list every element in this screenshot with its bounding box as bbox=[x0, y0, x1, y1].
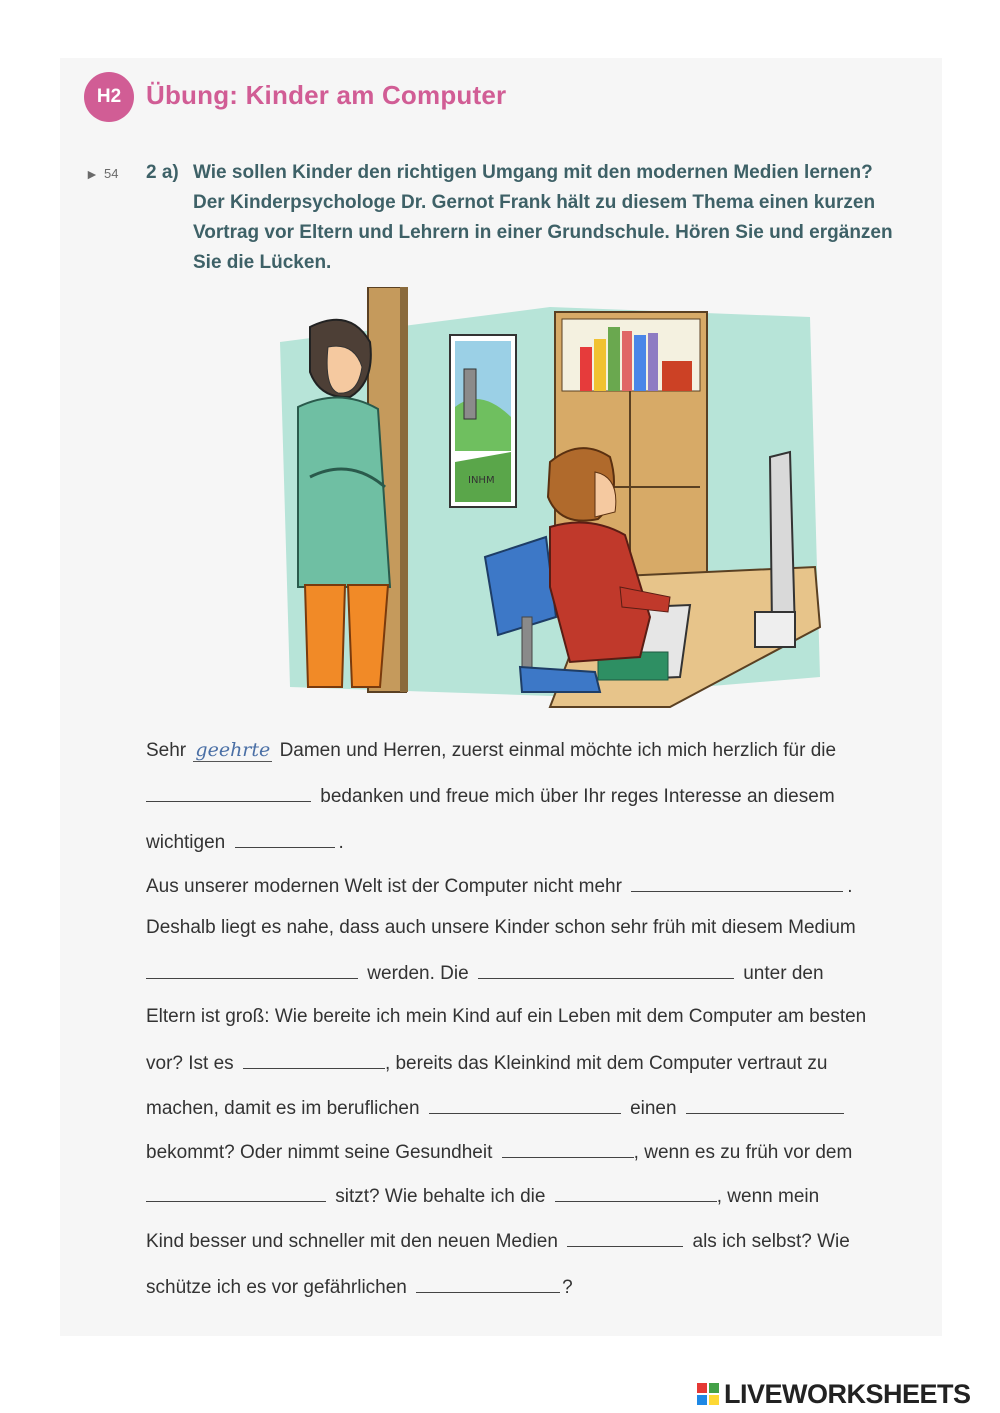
answer-blank[interactable] bbox=[631, 872, 843, 892]
text-segment: vor? Ist es bbox=[146, 1053, 234, 1074]
answer-blank[interactable] bbox=[555, 1182, 717, 1202]
answer-blank[interactable] bbox=[146, 1182, 326, 1202]
text-segment: , wenn es zu früh vor dem bbox=[633, 1142, 853, 1163]
audio-play-icon[interactable]: ► bbox=[85, 166, 99, 182]
text-line-13 bbox=[146, 1273, 573, 1299]
answer-blank[interactable] bbox=[429, 1094, 621, 1114]
castle-poster-icon bbox=[450, 335, 516, 507]
text-line-1 bbox=[146, 737, 836, 763]
text-line-4 bbox=[146, 872, 852, 898]
text-segment: Damen und Herren, zuerst einmal möchte ich mich herzlich für die bbox=[279, 740, 837, 761]
answer-blank[interactable] bbox=[235, 828, 335, 848]
task-instruction-line-4: Sie die Lücken. bbox=[193, 252, 332, 273]
text-segment: . bbox=[338, 832, 344, 853]
text-segment: wichtigen bbox=[146, 832, 226, 853]
answer-blank[interactable] bbox=[243, 1049, 385, 1069]
text-line-3 bbox=[146, 828, 344, 854]
answer-blank[interactable] bbox=[146, 782, 311, 802]
answer-blank[interactable] bbox=[502, 1138, 634, 1158]
logo-grid-icon bbox=[697, 1383, 719, 1405]
text-segment: Eltern ist groß: Wie bereite ich mein Kind auf ein Leben mit dem Computer am besten bbox=[146, 1006, 867, 1027]
text-segment: sitzt? Wie behalte ich die bbox=[335, 1186, 546, 1207]
filled-answer[interactable]: geehrte bbox=[195, 739, 271, 761]
text-line-2 bbox=[146, 782, 835, 808]
audio-track-number: 54 bbox=[104, 166, 119, 181]
text-segment: Sehr bbox=[146, 740, 187, 761]
text-segment: bekommt? Oder nimmt seine Gesundheit bbox=[146, 1142, 493, 1163]
text-line-11 bbox=[146, 1182, 819, 1208]
answer-blank[interactable] bbox=[567, 1227, 683, 1247]
text-line-5 bbox=[146, 915, 856, 941]
text-segment: Deshalb liegt es nahe, dass auch unsere Kinder schon sehr früh mit diesem Medium bbox=[146, 917, 856, 938]
text-line-7 bbox=[146, 1004, 866, 1030]
text-segment: unter den bbox=[743, 963, 824, 984]
answer-blank[interactable] bbox=[478, 959, 734, 979]
text-segment: , bereits das Kleinkind mit dem Computer vertraut zu bbox=[384, 1053, 828, 1074]
text-segment: bedanken und freue mich über Ihr reges Interesse an diesem bbox=[320, 786, 835, 807]
text-segment: als ich selbst? Wie bbox=[692, 1231, 850, 1252]
text-segment: Kind besser und schneller mit den neuen Medien bbox=[146, 1231, 558, 1252]
text-line-12 bbox=[146, 1227, 850, 1253]
liveworksheets-logo[interactable] bbox=[697, 1378, 971, 1410]
text-segment: ? bbox=[562, 1277, 573, 1298]
answer-blank[interactable] bbox=[686, 1094, 844, 1114]
task-instruction-line-2: Der Kinderpsychologe Dr. Gernot Frank hält zu diesem Thema einen kurzen bbox=[193, 192, 876, 213]
task-instruction-line-1: Wie sollen Kinder den richtigen Umgang mit den modernen Medien lernen? bbox=[193, 162, 873, 183]
text-segment: . bbox=[847, 876, 853, 897]
task-number: 2 a) bbox=[146, 162, 179, 183]
text-segment: , wenn mein bbox=[716, 1186, 820, 1207]
poster-text: INHM bbox=[468, 475, 495, 486]
page-title: Übung: Kinder am Computer bbox=[146, 80, 507, 110]
text-segment: machen, damit es im beruflichen bbox=[146, 1098, 420, 1119]
answer-blank[interactable] bbox=[146, 959, 358, 979]
text-segment: einen bbox=[630, 1098, 677, 1119]
text-segment: Aus unserer modernen Welt ist der Computer nicht mehr bbox=[146, 876, 622, 897]
text-line-8 bbox=[146, 1049, 827, 1075]
section-badge: H2 bbox=[84, 72, 134, 122]
logo-text: LIVEWORKSHEETS bbox=[724, 1378, 971, 1409]
text-segment: schütze ich es vor gefährlichen bbox=[146, 1277, 407, 1298]
text-segment: werden. Die bbox=[367, 963, 469, 984]
mother-child-computer-illustration bbox=[250, 287, 825, 712]
text-line-10 bbox=[146, 1138, 852, 1164]
answer-blank[interactable] bbox=[416, 1273, 560, 1293]
task-instruction-line-3: Vortrag vor Eltern und Lehrern in einer Grundschule. Hören Sie und ergänzen bbox=[193, 222, 893, 243]
text-line-6 bbox=[146, 959, 824, 985]
text-line-9 bbox=[146, 1094, 848, 1120]
